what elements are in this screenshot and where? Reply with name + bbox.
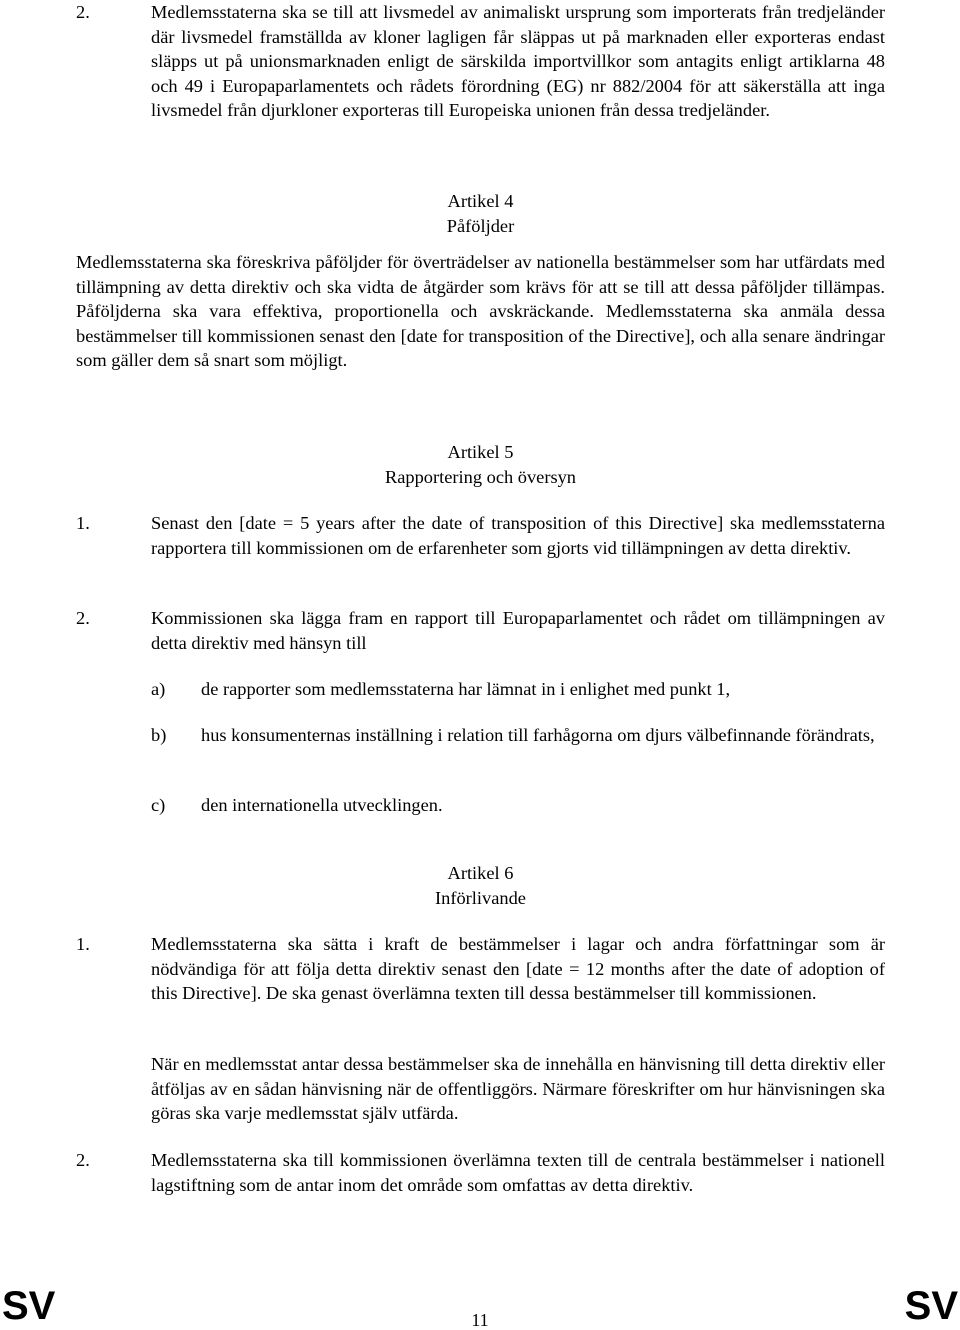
article-4-subtitle: Påföljder	[446, 216, 515, 236]
article-4-heading	[76, 189, 885, 239]
article-5-item-2	[76, 606, 885, 655]
item-number: 2.	[76, 608, 90, 628]
footer-language-code-left: SV	[2, 1284, 56, 1328]
item-number: 1.	[76, 934, 90, 954]
article-6-title: Artikel 6	[447, 863, 514, 883]
article-6-item-1	[76, 932, 885, 1006]
article-5-title: Artikel 5	[447, 442, 514, 462]
subitem-letter: c)	[151, 795, 166, 815]
item-text: Medlemsstaterna ska till kommissionen överlämna texten till de centrala bestämmelser i nationell lagstiftning som de antar inom det område som omfattas av detta direktiv.	[151, 1150, 885, 1195]
item-text: Senast den [date = 5 years after the date of transposition of this Directive] ska medlemsstaterna rapportera till kommissionen om de erfarenheter som gjorts vid tillämpningen av detta direktiv.	[151, 513, 885, 558]
article-6-heading	[76, 861, 885, 911]
article-5-item-1	[76, 511, 885, 560]
article-5-subitem-c	[151, 793, 885, 818]
subitem-text: den internationella utvecklingen.	[201, 795, 443, 815]
article-5-heading	[76, 440, 885, 490]
item-text: Medlemsstaterna ska sätta i kraft de bestämmelser i lagar och andra författningar som är nödvändiga för att följa detta direktiv senast den [date = 12 months after the date of adoption of this Directive]. De ska genast överlämna texten till dessa bestämmelser till kommissionen.	[151, 934, 885, 1004]
article-5-subitem-b	[151, 723, 885, 748]
item-text: Kommissionen ska lägga fram en rapport till Europaparlamentet och rådet om tillämpningen av detta direktiv med hänsyn till	[151, 608, 885, 653]
item-text: Medlemsstaterna ska se till att livsmedel av animaliskt ursprung som importerats från tredjeländer där livsmedel framställda av kloner lagligen får släppas ut på marknaden eller exporteras endast släpps ut på unionsmarknaden enligt de särskilda importvillkor som antagits enligt artiklarna 48 och 49 i Europaparlamentets och rådets förordning (EG) nr 882/2004 för att säkerställa att inga livsmedel från djurkloner exporteras till Europeiska unionen från dessa tredjeländer.	[151, 2, 885, 121]
footer-language-code-right: SV	[904, 1284, 958, 1328]
article-4-paragraph: Medlemsstaterna ska föreskriva påföljder för överträdelser av nationella bestämmelser som har utfärdats med tillämpning av detta direktiv och ska vidta de åtgärder som krävs för att se till att dessa påföljder tillämpas. Påföljderna ska vara effektiva, proportionella och avskräckande. Medlemsstaterna ska anmäla dessa bestämmelser till kommissionen senast den [date for transposition of the Directive], och alla senare ändringar som gäller dem så snart som möjligt.	[76, 252, 885, 371]
article-6-item-1-paragraph: När en medlemsstat antar dessa bestämmelser ska de innehålla en hänvisning till detta direktiv eller åtföljas av en sådan hänvisning när de offentliggörs. Närmare föreskrifter om hur hänvisningen ska göras ska varje medlemsstat själv utfärda.	[151, 1054, 885, 1124]
article-4-title: Artikel 4	[447, 191, 514, 211]
item-number: 2.	[76, 1150, 90, 1170]
item-number: 2.	[76, 2, 90, 22]
article-6-item-2	[76, 1148, 885, 1197]
article-6-subtitle: Införlivande	[435, 888, 526, 908]
article-5-subitem-a	[151, 677, 885, 702]
subitem-letter: a)	[151, 679, 166, 699]
item-number: 1.	[76, 513, 90, 533]
subitem-text: de rapporter som medlemsstaterna har lämnat in i enlighet med punkt 1,	[201, 679, 731, 699]
article-5-subtitle: Rapportering och översyn	[384, 467, 576, 487]
intro-item-2	[76, 0, 885, 123]
subitem-text: hus konsumenternas inställning i relation till farhågorna om djurs välbefinnande förändrats,	[201, 725, 875, 745]
page-number: 11	[471, 1310, 489, 1330]
subitem-letter: b)	[151, 725, 167, 745]
